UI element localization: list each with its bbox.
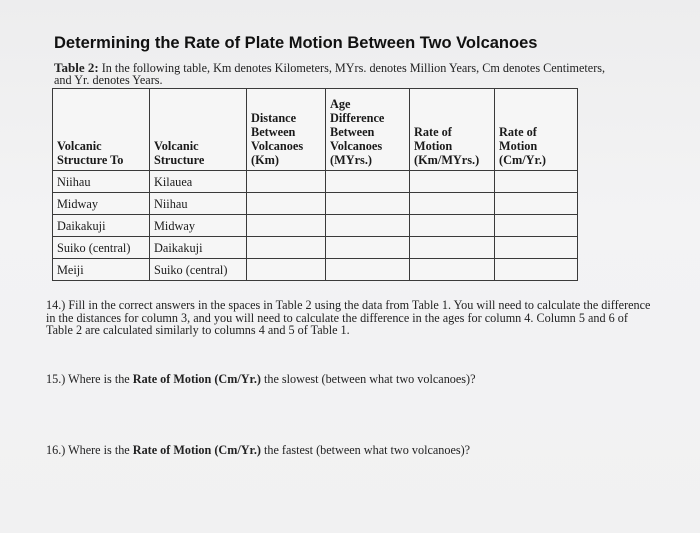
cell-structure-to: Suiko (central) xyxy=(53,237,150,259)
question-14: 14.) Fill in the correct answers in the spaces in Table 2 using the data from Table 1. You will need to calculate the difference in the distances for column 3, and you will need to calculate the difference in the ages for column 4. Column 5 and 6 of Table 2 are calculated similarly to columns 4 and 5 of Table 1. xyxy=(46,298,651,337)
cell-distance[interactable] xyxy=(247,171,326,193)
table-caption xyxy=(54,62,614,86)
cell-rate-km-myrs[interactable] xyxy=(410,215,495,237)
cell-structure-to: Meiji xyxy=(53,259,150,281)
table-row xyxy=(53,171,578,193)
caption-label: Table 2: xyxy=(54,60,99,75)
question-16 xyxy=(46,444,470,457)
header-age-difference: Age Difference Between Volcanoes (MYrs.) xyxy=(326,89,410,171)
cell-age-difference[interactable] xyxy=(326,171,410,193)
header-rate-cm-yr: Rate of Motion (Cm/Yr.) xyxy=(495,89,578,171)
question-15 xyxy=(46,373,476,386)
cell-age-difference[interactable] xyxy=(326,193,410,215)
caption-text: In the following table, Km denotes Kilometers, MYrs. denotes Million Years, Cm denotes Centimeters, and Yr. denotes Years. xyxy=(54,61,606,87)
question-16-suffix: the fastest (between what two volcanoes)? xyxy=(260,443,471,457)
table-row xyxy=(53,193,578,215)
table-header-row xyxy=(53,89,578,171)
table-row xyxy=(53,215,578,237)
question-15-suffix: the slowest (between what two volcanoes)? xyxy=(260,372,476,386)
plate-motion-table xyxy=(52,88,578,281)
cell-structure: Daikakuji xyxy=(150,237,247,259)
header-volcanic-structure-to: Volcanic Structure To xyxy=(53,89,150,171)
cell-structure: Kilauea xyxy=(150,171,247,193)
cell-structure-to: Midway xyxy=(53,193,150,215)
question-15-emphasis: Rate of Motion (Cm/Yr.) xyxy=(132,372,261,386)
cell-rate-cm-yr[interactable] xyxy=(495,193,578,215)
cell-structure: Midway xyxy=(150,215,247,237)
cell-distance[interactable] xyxy=(247,215,326,237)
cell-rate-km-myrs[interactable] xyxy=(410,193,495,215)
cell-structure-to: Niihau xyxy=(53,171,150,193)
header-volcanic-structure: Volcanic Structure xyxy=(150,89,247,171)
cell-rate-km-myrs[interactable] xyxy=(410,237,495,259)
cell-structure: Suiko (central) xyxy=(150,259,247,281)
question-16-prefix: 16.) Where is the xyxy=(46,443,133,457)
table-row xyxy=(53,259,578,281)
cell-age-difference[interactable] xyxy=(326,215,410,237)
cell-rate-cm-yr[interactable] xyxy=(495,215,578,237)
cell-distance[interactable] xyxy=(247,259,326,281)
page-title: Determining the Rate of Plate Motion Between Two Volcanoes xyxy=(54,34,538,52)
cell-age-difference[interactable] xyxy=(326,237,410,259)
cell-rate-cm-yr[interactable] xyxy=(495,259,578,281)
header-distance: Distance Between Volcanoes (Km) xyxy=(247,89,326,171)
cell-structure-to: Daikakuji xyxy=(53,215,150,237)
cell-distance[interactable] xyxy=(247,237,326,259)
cell-structure: Niihau xyxy=(150,193,247,215)
cell-age-difference[interactable] xyxy=(326,259,410,281)
cell-rate-cm-yr[interactable] xyxy=(495,171,578,193)
header-rate-km-myrs: Rate of Motion (Km/MYrs.) xyxy=(410,89,495,171)
table-row xyxy=(53,237,578,259)
question-16-emphasis: Rate of Motion (Cm/Yr.) xyxy=(132,443,261,457)
cell-distance[interactable] xyxy=(247,193,326,215)
cell-rate-km-myrs[interactable] xyxy=(410,259,495,281)
cell-rate-km-myrs[interactable] xyxy=(410,171,495,193)
cell-rate-cm-yr[interactable] xyxy=(495,237,578,259)
question-15-prefix: 15.) Where is the xyxy=(46,372,133,386)
